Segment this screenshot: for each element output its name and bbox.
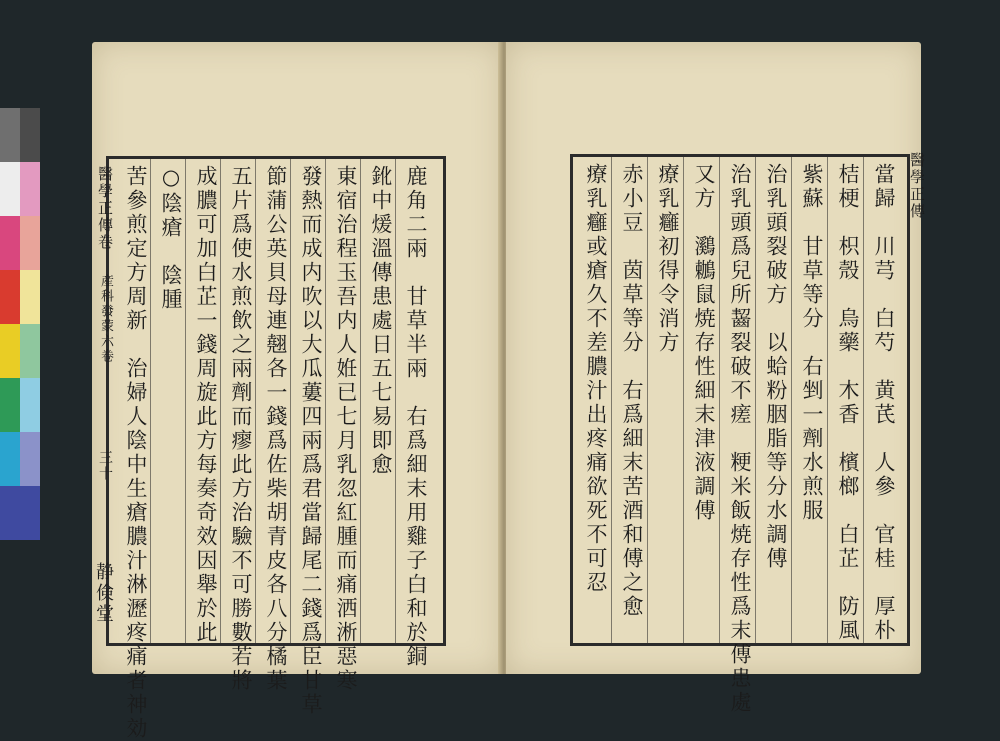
color-swatch: [0, 216, 20, 270]
left-margin-page-number: 三十: [97, 450, 113, 482]
right-column: 治乳頭爲兒所齧裂破不瘥 粳米飯焼存性爲末傅患處: [728, 163, 752, 715]
left-column: 東宿治程玉吾内人姙已七月乳忽紅腫而痛洒淅惡寒: [334, 165, 358, 693]
left-margin-section: 産科發蒙六卷: [98, 274, 113, 364]
left-margin-title: 醫學正傳卷: [96, 166, 114, 251]
column-rule: [863, 157, 864, 643]
column-rule: [719, 157, 720, 643]
right-column: 桔梗 枳殼 烏藥 木香 檳榔 白芷 防風: [836, 163, 860, 643]
left-margin-publisher: 静倹堂: [93, 562, 114, 625]
right-column: 紫蘇 甘草等分 右剉一劑水煎服: [800, 163, 824, 523]
color-swatch: [20, 324, 40, 378]
color-chart-row: [0, 486, 40, 540]
right-column: 又方 鸂鶒鼠焼存性細末津液調傅: [692, 163, 716, 523]
left-column: 成膿可加白芷一錢周旋此方每奏奇效因舉於此: [194, 165, 218, 645]
right-column: 療乳癰初得令消方: [656, 163, 680, 355]
left-column: 發熱而成内吹以大瓜蔞四兩爲君當歸尾二錢爲臣甘草: [299, 165, 323, 717]
color-calibration-chart: [0, 108, 40, 540]
color-chart-row: [0, 270, 40, 324]
color-swatch: [20, 108, 40, 162]
right-column: 赤小豆 茵草等分 右爲細末苦酒和傅之愈: [620, 163, 644, 619]
color-swatch: [0, 324, 20, 378]
color-swatch: [20, 270, 40, 324]
color-swatch: [20, 432, 40, 486]
color-swatch: [20, 216, 40, 270]
left-column: 苦參煎定方周新 治婦人陰中生瘡膿汁淋瀝疼痛者神効: [124, 165, 148, 741]
right-column: 當歸 川芎 白芍 黄芪 人參 官桂 厚朴: [872, 163, 896, 643]
left-column: 節蒲公英貝母連翹各一錢爲佐柴胡青皮各八分橘葉: [264, 165, 288, 693]
color-swatch: [20, 378, 40, 432]
color-swatch: [20, 162, 40, 216]
column-rule: [611, 157, 612, 643]
open-book: [92, 42, 928, 741]
column-rule: [647, 157, 648, 643]
color-swatch: [0, 162, 20, 216]
right-column: 療乳癰或瘡久不差膿汁出疼痛欲死不可忍: [584, 163, 608, 595]
color-chart-row: [0, 324, 40, 378]
left-column: ○陰瘡 陰腫: [159, 165, 183, 312]
color-chart-row: [0, 378, 40, 432]
color-swatch: [0, 432, 20, 486]
color-swatch: [0, 486, 40, 540]
column-rule: [791, 157, 792, 643]
color-swatch: [0, 270, 20, 324]
column-rule: [683, 157, 684, 643]
column-rule: [755, 157, 756, 643]
color-chart-row: [0, 432, 40, 486]
right-column: 治乳頭裂破方 以蛤粉胭脂等分水調傅: [764, 163, 788, 571]
column-rule: [827, 157, 828, 643]
left-column: 鈋中煖溫傳患處日五七易即愈: [369, 165, 393, 477]
color-chart-row: [0, 216, 40, 270]
color-swatch: [0, 378, 20, 432]
color-chart-row: [0, 108, 40, 162]
left-column: 鹿角二兩 甘草半兩 右爲細末用雞子白和於銅: [404, 165, 428, 669]
color-swatch: [0, 108, 20, 162]
right-page-frame: [570, 154, 910, 715]
right-margin-title: 醫學正傳: [908, 152, 926, 220]
left-column: 五片爲使水煎飲之兩劑而瘳此方治驗不可勝數若將: [229, 165, 253, 693]
left-page-frame: [106, 156, 446, 741]
color-chart-row: [0, 162, 40, 216]
